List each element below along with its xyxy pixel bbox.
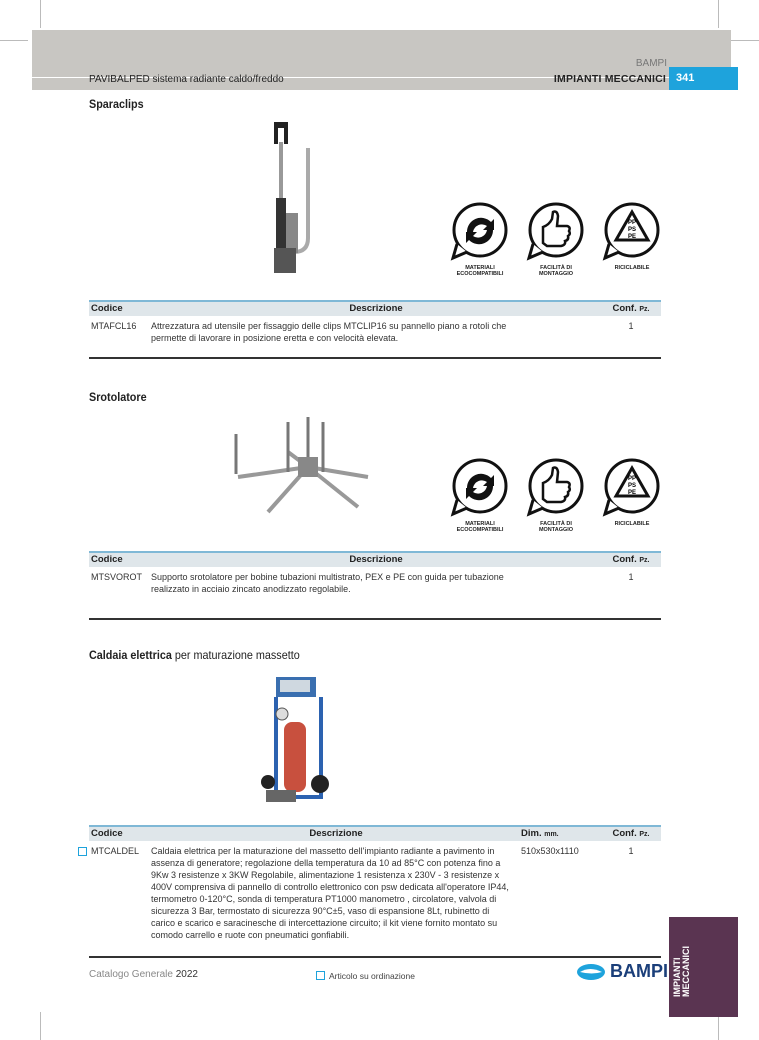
product-title: Srotolatore — [89, 390, 147, 404]
product-table — [89, 551, 661, 595]
feature-icons — [449, 200, 663, 278]
recycle-icon: PP PS PE RICICLABILE — [601, 456, 663, 534]
table-header: Codice Descrizione Conf. Pz. — [89, 300, 661, 316]
thumbs-up-icon: FACILITÀ DI MONTAGGIO — [525, 200, 587, 278]
header-subtitle: PAVIBALPED sistema radiante caldo/freddo — [89, 74, 284, 85]
thumbs-up-icon: FACILITÀ DI MONTAGGIO — [525, 456, 587, 534]
product-title: Sparaclips — [89, 97, 144, 111]
table-header: Codice Descrizione Dim. mm. Conf. Pz. — [89, 825, 661, 841]
bampi-logo-icon — [576, 962, 606, 982]
header-brand: BAMPI — [635, 58, 667, 69]
svg-text:PP: PP — [627, 476, 637, 482]
footer-catalog: Catalogo Generale 2022 — [89, 969, 198, 980]
eco-materials-icon: MATERIALI ECOCOMPATIBILI — [449, 200, 511, 278]
product-table — [89, 300, 661, 344]
divider — [89, 956, 661, 958]
table-row: MTSVOROT Supporto srotolatore per bobine tubazioni multistrato, PEX e PE con guida per tubazione realizzato in acciaio zincato anodizzato regolabile. 1 — [91, 572, 634, 594]
caldaia-image — [258, 672, 333, 812]
eco-materials-icon: MATERIALI ECOCOMPATIBILI — [449, 456, 511, 534]
product-title: Caldaia elettrica per maturazione massetto — [89, 648, 300, 662]
svg-text:PE: PE — [627, 490, 637, 496]
table-row: MTAFCL16 Attrezzatura ad utensile per fissaggio delle clips MTCLIP16 su pannello piano a rotoli che permette di lavorare in posizione eretta e con velocità elevata. 1 — [91, 321, 634, 343]
on-order-icon — [78, 847, 87, 856]
side-tab: IMPIANTI MECCANICI — [669, 917, 738, 1017]
feature-icons — [449, 456, 663, 534]
table-header: Codice Descrizione Conf. Pz. — [89, 551, 661, 567]
srotolatore-image — [228, 412, 388, 532]
svg-text:PP: PP — [627, 220, 637, 226]
header-section: IMPIANTI MECCANICI — [553, 73, 666, 85]
bampi-logo: BAMPI — [576, 961, 668, 982]
sparaclips-image — [262, 118, 332, 278]
footer-note: Articolo su ordinazione — [316, 971, 415, 981]
on-order-icon — [316, 971, 325, 980]
svg-text:PS: PS — [627, 227, 637, 233]
divider — [89, 357, 661, 359]
table-row: MTCALDEL Caldaia elettrica per la maturazione del massetto dell'impianto radiante a pavimento in assenza di generatore; regolazione della temperatura da 10 ad 85°C con potenza fino a 9Kw 3 resistenze x 3KW Regolabile, alimentazione 1 resistenza x 230V - 3 resistenze x 400V comprensiva di pannello di controllo elettronico con psw dedicata all'operatore IP44, termometro 0-120°C, sonda di temperatura PT1000 manometro , circolatore, valvola di sicurezza 3 Bar, termostato di sicurezza 90°C±5, vaso di espansione 8Lt, rubinetto di carico e scarico e saracinesche di intercettazione circuito; il kit viene fornito montato su comodo carrello e ruote con pneumatici gonfiabili. 510x530x1110 1 — [89, 841, 661, 941]
recycle-icon: PP PS PE RICICLABILE — [601, 200, 663, 278]
page-number: 341 — [669, 67, 738, 90]
svg-text:PS: PS — [627, 483, 637, 489]
product-table — [89, 825, 661, 941]
svg-text:PE: PE — [627, 234, 637, 240]
divider — [89, 618, 661, 620]
